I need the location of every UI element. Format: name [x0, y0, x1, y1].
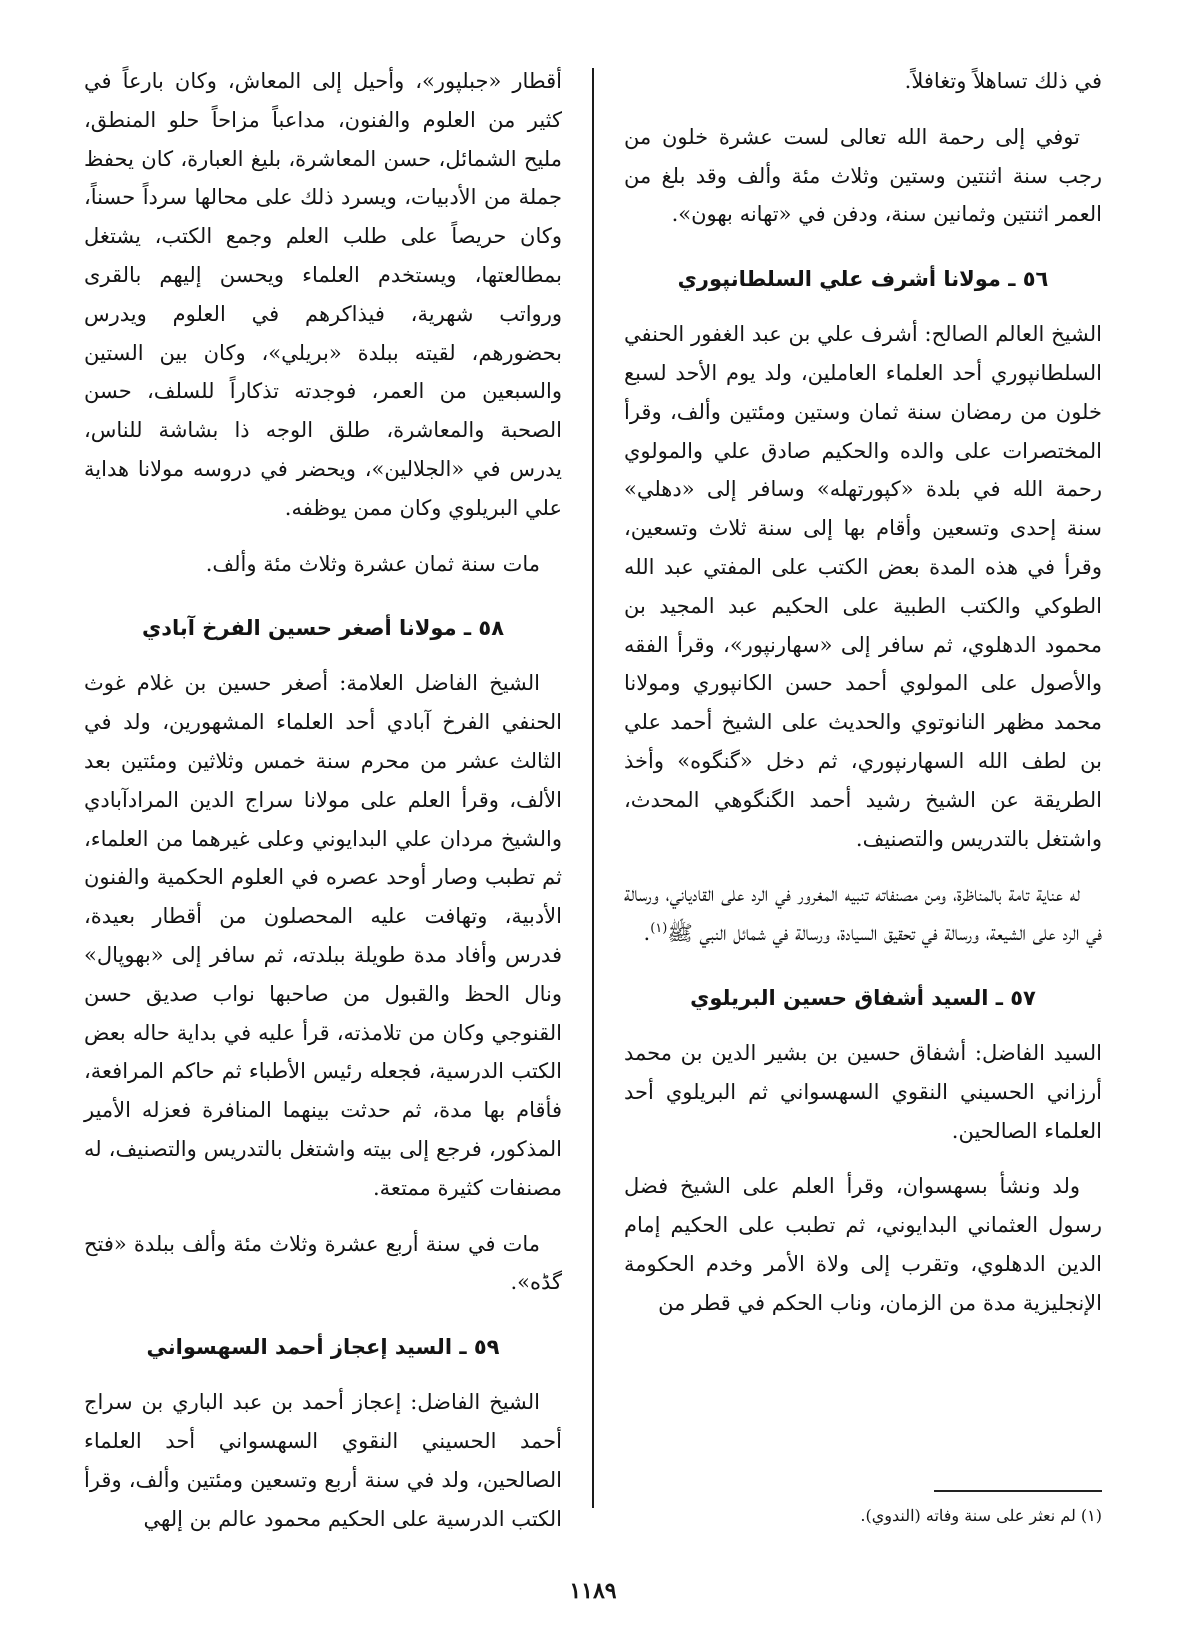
- life-continuation-57: أقطار «جبلپور»، وأحيل إلى المعاش، وكان بارعاً في كثير من العلوم والفنون، مداعباً مزاحاً حلو المنطق، مليح الشمائل، حسن المعاشرة، بليغ العبارة، كان يحفظ جملة من الأدبيات، ويسرد ذلك على محالها سرداً حسناً، وكان حريصاً على طلب العلم وجمع الكتب، يشتغل بمطالعتها، ويستخدم العلماء ويحسن إليهم بالقرى ورواتب شهرية، فيذاكرهم في العلوم ويدرس بحضورهم، لقيته ببلدة «بريلي»، وكان بين الستين والسبعين من العمر، فوجدته تذكاراً للسلف، حسن الصحبة والمعاشرة، طلق الوجه ذا بشاشة للناس، يدرس في «الجلالين»، ويحضر في دروسه مولانا هداية علي البريلوي وكان ممن يوظفه.: [84, 69, 562, 520]
- page-number: ١١٨٩: [569, 1578, 617, 1604]
- biography-paragraph-59: الشيخ الفاضل: إعجاز أحمد بن عبد الباري بن سراج أحمد الحسيني النقوي السهسواني أحد العلماء الصالحين، ولد في سنة أربع وتسعين ومئتين وألف، وقرأ الكتب الدرسية على الحكيم محمود عالم بن إلهي: [84, 1390, 562, 1531]
- footnote: (١) لم نعثر على سنة وفاته (الندوي).: [860, 1506, 1102, 1525]
- column-divider: [592, 68, 594, 1508]
- life-paragraph-57: ولد ونشأ بسهسوان، وقرأ العلم على الشيخ فضل رسول العثماني البدايوني، ثم تطبب على الحكيم إمام الدين الدهلوي، وتقرب إلى ولاة الأمر وخدم الحكومة الإنجليزية مدة من الزمان، وناب الحكم في قطر من: [624, 1174, 1102, 1315]
- left-column: [84, 62, 562, 1538]
- footnote-marker: (١): [650, 921, 668, 937]
- works-end-56: .: [643, 921, 651, 946]
- biography-paragraph-58: الشيخ الفاضل العلامة: أصغر حسين بن غلام غوث الحنفي الفرخ آبادي أحد العلماء المشهورين، ولد في الثالث عشر من محرم سنة خمس وثلاثين ومئتين بعد الألف، وقرأ العلم على مولانا سراج الدين المرادآبادي والشيخ مردان علي البدايوني وعلى غيرهما من العلماء، ثم تطبب وصار أوحد عصره في العلوم الحكمية والفنون الأدبية، وتهافت عليه المحصلون من أقطار بعيدة، فدرس وأفاد مدة طويلة ببلدته، ثم سافر إلى «بهوپال» ونال الحظ والقبول من صاحبها نواب صديق حسن القنوجي وكان من تلامذته، قرأ عليه في بداية حاله بعض الكتب الدرسية، فجعله رئيس الأطباء ثم حاكم المرافعة، فأقام بها مدة، ثم حدثت بينهما المنافرة فعزله الأمير المذكور، فرجع إلى بيته واشتغل بالتدريس والتصنيف، له مصنفات كثيرة ممتعة.: [84, 671, 562, 1200]
- works-paragraph-56: [624, 875, 1102, 953]
- entry-heading-59: ٥٩ ـ السيد إعجاز أحمد السهسواني: [146, 1335, 500, 1360]
- death-paragraph-55: توفي إلى رحمة الله تعالى لست عشرة خلون من رجب سنة اثنتين وستين وثلاث مئة وألف وقد بلغ من العمر اثنتين وثمانين سنة، ودفن في «تهانه بهون».: [624, 124, 1102, 227]
- footnote-divider: [934, 1490, 1102, 1492]
- works-text-56: له عناية تامة بالمناظرة، ومن مصنفاته تنبيه المغرور في الرد على القادياني، ورسالة في الرد على الشيعة، ورسالة في تحقيق السيادة، ورسالة في شمائل النبي ﷺ: [624, 882, 1102, 946]
- biography-paragraph-56: الشيخ العالم الصالح: أشرف علي بن عبد الغفور الحنفي السلطانپوري أحد العلماء العاملين، ولد يوم الأحد لسبع خلون من رمضان سنة ثمان وستين ومئتين وألف، وقرأ المختصرات على والده والحكيم صادق علي والمولوي رحمة الله في بلدة «كپورتهله» وسافر إلى «دهلي» سنة إحدى وتسعين وأقام بها إلى سنة ثلاث وتسعين، وقرأ في هذه المدة بعض الكتب على المفتي عبد الله الطوكي والكتب الطبية على الحكيم عبد المجيد بن محمود الدهلوي، ثم سافر إلى «سهارنپور»، وقرأ الفقه والأصول على المولوي أحمد حسن الكانپوري ومولانا محمد مظهر النانوتوي والحديث على الشيخ أحمد علي بن لطف الله السهارنپوري، ثم دخل «گنگوه» وأخذ الطريقة عن الشيخ رشيد أحمد الگنگوهي المحدث، واشتغل بالتدريس والتصنيف.: [624, 322, 1102, 851]
- intro-paragraph: في ذلك تساهلاً وتغافلاً.: [904, 69, 1102, 93]
- death-paragraph-58: مات في سنة أربع عشرة وثلاث مئة وألف ببلدة «فتح گڈه».: [84, 1231, 562, 1295]
- entry-heading-57: ٥٧ ـ السيد أشفاق حسين البريلوي: [690, 985, 1036, 1010]
- entry-heading-56: ٥٦ ـ مولانا أشرف علي السلطانپوري: [677, 267, 1049, 292]
- death-paragraph-57: مات سنة ثمان عشرة وثلاث مئة وألف.: [205, 551, 540, 576]
- biography-paragraph-57: السيد الفاضل: أشفاق حسين بن بشير الدين بن محمد أرزاني الحسيني النقوي السهسواني ثم البريلوي أحد العلماء الصالحين.: [624, 1040, 1102, 1143]
- entry-heading-58: ٥٨ ـ مولانا أصغر حسين الفرخ آبادي: [141, 616, 505, 641]
- right-column: [624, 62, 1102, 1323]
